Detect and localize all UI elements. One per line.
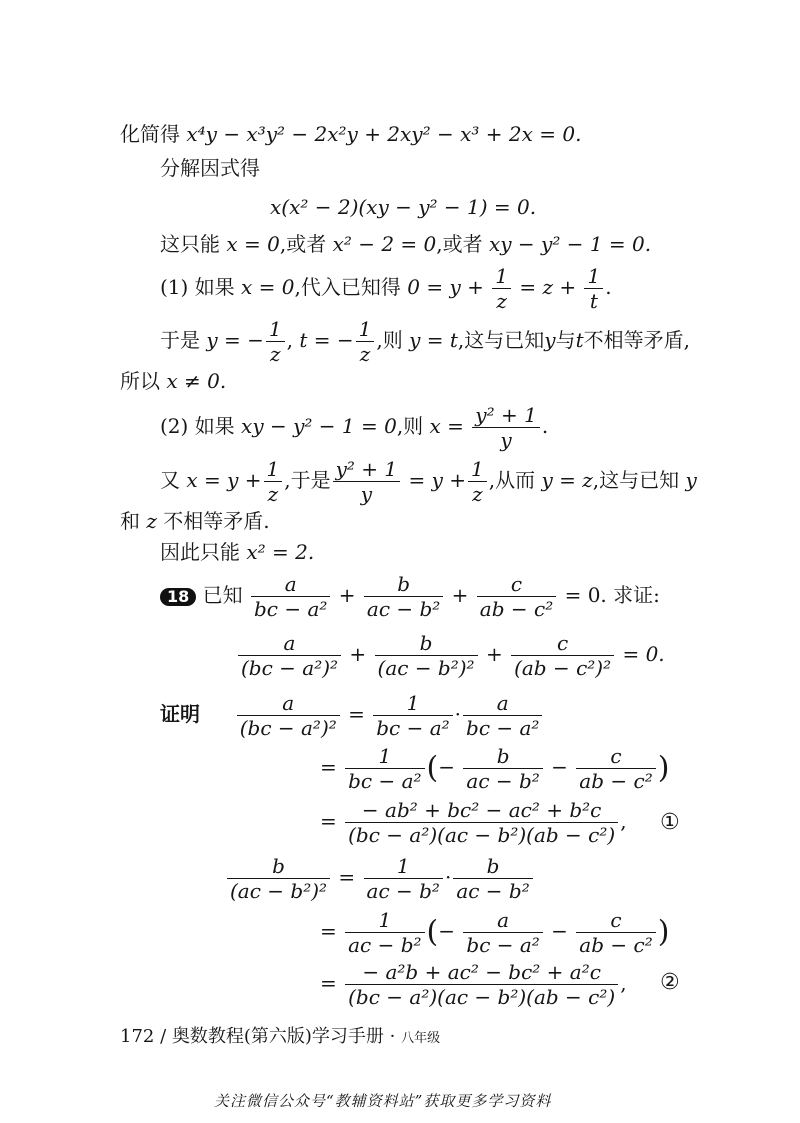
paren: ( bbox=[426, 750, 439, 786]
math: y = z bbox=[541, 468, 593, 492]
op: + bbox=[451, 583, 469, 607]
fraction: $\frac{1}{z}$ bbox=[492, 266, 511, 311]
fraction: $\frac{1}{z}$ bbox=[266, 319, 285, 364]
op: = bbox=[320, 809, 337, 833]
op: − bbox=[551, 755, 568, 779]
text: 因此只能 bbox=[160, 540, 240, 564]
fraction: $\frac{1}{\text{bc − a²}}$ bbox=[345, 746, 424, 791]
paren: ( bbox=[426, 914, 439, 950]
text: 与 bbox=[555, 328, 576, 352]
math: 0 = y + bbox=[407, 275, 484, 299]
fraction: $\frac{c}{\text{ab − c²}}$ bbox=[576, 746, 655, 791]
text: ,则 bbox=[396, 414, 424, 438]
punct: , bbox=[620, 809, 627, 833]
text: 所以 bbox=[120, 369, 160, 393]
text: ,从而 bbox=[488, 468, 536, 492]
text: . bbox=[605, 275, 612, 299]
line-3 bbox=[270, 197, 536, 217]
math: t bbox=[575, 328, 584, 352]
fraction: $\frac{\text{− ab² + bc² − ac² + b²c}}{\text{(bc − a²)(ac − b²)(ab − c²)}}$ bbox=[345, 800, 618, 845]
op: − bbox=[551, 919, 568, 943]
fraction: $\frac{1}{\text{bc − a²}}$ bbox=[373, 693, 452, 738]
line-10 bbox=[120, 511, 270, 531]
proof-line-1 bbox=[160, 693, 544, 738]
text: (2) 如果 bbox=[160, 414, 235, 438]
fraction: $\frac{\text{y² + 1}}{y}$ bbox=[333, 459, 401, 504]
fraction: $\frac{\text{− a²b + ac² − bc² + a²c}}{\text{(bc − a²)(ac − b²)(ab − c²)}}$ bbox=[345, 962, 618, 1007]
op: = bbox=[320, 971, 337, 995]
fraction: $\frac{a}{\text{bc − a²}}$ bbox=[463, 693, 542, 738]
op: = bbox=[320, 919, 337, 943]
paren: ) bbox=[657, 750, 670, 786]
math: y = − bbox=[206, 328, 264, 352]
fraction: $\frac{1}{\text{ac − b²}}$ bbox=[364, 856, 443, 901]
text: ,这与已知 bbox=[457, 328, 545, 352]
fraction: $\frac{1}{t}$ bbox=[584, 266, 603, 311]
fraction: $\frac{b}{\text{ac − b²}}$ bbox=[453, 856, 532, 901]
math: xy − y² − 1 = 0. bbox=[488, 232, 652, 256]
math: y bbox=[544, 328, 556, 352]
proof-line-6 bbox=[320, 962, 627, 1007]
math: = 0. bbox=[622, 642, 665, 666]
line-1 bbox=[120, 124, 581, 144]
book-title: 奥数教程(第六版)学习手册 bbox=[171, 1026, 384, 1047]
math: z bbox=[146, 509, 157, 533]
promo-note: 关注微信公众号“教辅资料站”获取更多学习资料 bbox=[214, 1092, 552, 1110]
equation: x(x² − 2)(xy − y² − 1) = 0. bbox=[270, 195, 537, 219]
proof-line-5 bbox=[320, 910, 669, 955]
text: ,于是 bbox=[284, 468, 331, 492]
text: 于是 bbox=[160, 328, 200, 352]
fraction: $\frac{a}{\text{(bc − a²)²}}$ bbox=[238, 633, 341, 678]
text: ,则 bbox=[376, 328, 403, 352]
equation-label-2: ② bbox=[660, 970, 680, 995]
fraction: $\frac{a}{\text{(bc − a²)²}}$ bbox=[237, 693, 340, 738]
math: x ≠ 0. bbox=[166, 369, 227, 393]
op: = bbox=[348, 702, 365, 726]
text: ,这与已知 bbox=[592, 468, 680, 492]
text: = 0. 求证: bbox=[564, 583, 660, 607]
op: = bbox=[338, 865, 356, 889]
text: 分解因式得 bbox=[160, 156, 260, 180]
fraction: $\frac{b}{\text{(ac − b²)²}}$ bbox=[375, 633, 478, 678]
fraction: $\frac{a}{\text{bc − a²}}$ bbox=[251, 574, 330, 619]
math: t = − bbox=[299, 328, 354, 352]
fraction: $\frac{b}{\text{ac − b²}}$ bbox=[463, 746, 542, 791]
footer-bullet: · bbox=[389, 1026, 396, 1047]
line-2 bbox=[160, 158, 260, 178]
op: + bbox=[485, 642, 503, 666]
proof-line-4 bbox=[225, 856, 535, 901]
line-5 bbox=[160, 266, 612, 311]
line-4 bbox=[160, 234, 651, 254]
op: + bbox=[338, 583, 356, 607]
text: ,代入已知得 bbox=[294, 275, 401, 299]
math: = z + bbox=[519, 275, 577, 299]
text: 和 bbox=[120, 509, 140, 533]
text: (1) 如果 bbox=[160, 275, 235, 299]
goal-equation bbox=[236, 633, 665, 678]
fraction: $\frac{1}{z}$ bbox=[468, 459, 487, 504]
op: · bbox=[444, 865, 452, 889]
fraction: $\frac{1}{z}$ bbox=[264, 459, 283, 504]
fraction: $\frac{1}{\text{ac − b²}}$ bbox=[345, 910, 424, 955]
math: xy − y² − 1 = 0 bbox=[241, 414, 397, 438]
text: 不相等矛盾. bbox=[163, 509, 270, 533]
math: x = 0 bbox=[226, 232, 280, 256]
page-number: 172 / bbox=[120, 1026, 167, 1047]
text: 已知 bbox=[202, 583, 243, 607]
fraction: $\frac{b}{\text{(ac − b²)²}}$ bbox=[227, 856, 330, 901]
text: ,或者 bbox=[436, 232, 483, 256]
text: 这只能 bbox=[160, 232, 220, 256]
math: x = bbox=[429, 414, 464, 438]
math: = y + bbox=[408, 468, 467, 492]
fraction: $\frac{1}{z}$ bbox=[356, 319, 375, 364]
math: x² − 2 = 0 bbox=[332, 232, 437, 256]
math: x = 0 bbox=[241, 275, 295, 299]
problem-18 bbox=[160, 574, 660, 619]
line-8 bbox=[160, 405, 548, 450]
fraction: $\frac{\text{y² + 1}}{y}$ bbox=[472, 405, 540, 450]
proof-line-3 bbox=[320, 800, 627, 845]
line-11 bbox=[160, 542, 314, 562]
op: = bbox=[320, 755, 337, 779]
op: · bbox=[454, 702, 462, 726]
paren: ) bbox=[657, 914, 670, 950]
text: . bbox=[541, 414, 549, 438]
fraction: $\frac{c}{\text{ab − c²}}$ bbox=[576, 910, 655, 955]
math: x = y + bbox=[186, 468, 262, 492]
line-9 bbox=[160, 459, 697, 504]
page-footer bbox=[120, 1022, 440, 1048]
punct: , bbox=[620, 971, 627, 995]
text: 又 bbox=[160, 468, 180, 492]
math: x² = 2. bbox=[246, 540, 315, 564]
text: 化简得 bbox=[120, 122, 180, 146]
grade-label: 八年级 bbox=[401, 1031, 441, 1046]
problem-number-badge: 18 bbox=[160, 588, 196, 606]
fraction: $\frac{c}{\text{ab − c²}}$ bbox=[477, 574, 556, 619]
op: − bbox=[438, 755, 456, 779]
text: ,或者 bbox=[279, 232, 327, 256]
fraction: $\frac{c}{\text{(ab − c²)²}}$ bbox=[511, 633, 614, 678]
fraction: $\frac{b}{\text{ac − b²}}$ bbox=[364, 574, 443, 619]
proof-line-2 bbox=[320, 746, 669, 791]
proof-label: 证明 bbox=[160, 702, 200, 726]
op: + bbox=[349, 642, 367, 666]
math: y bbox=[685, 468, 697, 492]
math: y = t bbox=[409, 328, 458, 352]
line-6 bbox=[160, 319, 690, 364]
op: − bbox=[438, 919, 456, 943]
equation-label-1: ① bbox=[660, 810, 680, 835]
text: , bbox=[286, 328, 293, 352]
fraction: $\frac{a}{\text{bc − a²}}$ bbox=[463, 910, 542, 955]
equation: x⁴y − x³y² − 2x²y + 2xy² − x³ + 2x = 0. bbox=[186, 122, 582, 146]
line-7 bbox=[120, 371, 226, 391]
text: 不相等矛盾, bbox=[583, 328, 690, 352]
